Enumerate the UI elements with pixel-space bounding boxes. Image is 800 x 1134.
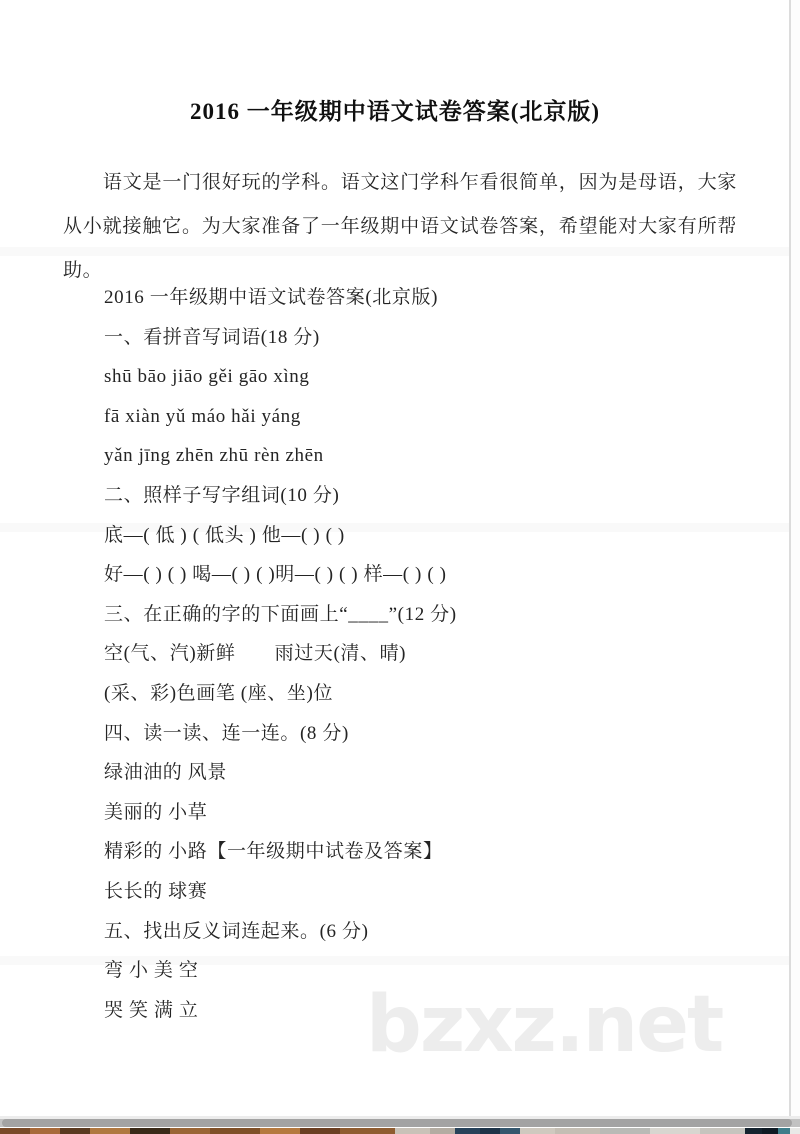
doc-line-pinyin: yǎn jīng zhēn zhū rèn zhēn: [104, 445, 324, 467]
doc-line: 底—( 低 ) ( 低头 ) 他—( ) ( ): [104, 524, 345, 546]
doc-line-section-3: 三、在正确的字的下面画上“____”(12 分): [104, 603, 457, 625]
doc-line: (采、彩)色画笔 (座、坐)位: [104, 682, 334, 704]
document-body: [104, 278, 754, 1030]
doc-line-pinyin: fā xiàn yǔ máo hǎi yáng: [104, 405, 301, 427]
doc-line: 长长的 球赛: [104, 880, 208, 902]
document-title: 2016 一年级期中语文试卷答案(北京版): [189, 99, 601, 124]
doc-line-section-1: 一、看拼音写词语(18 分): [104, 326, 320, 348]
doc-line-subtitle: 2016 一年级期中语文试卷答案(北京版): [104, 287, 439, 308]
doc-line: 弯 小 美 空: [104, 960, 199, 982]
doc-line: 好—( ) ( ) 喝—( ) ( )明—( ) ( ) 样—( ) ( ): [104, 564, 447, 586]
doc-line: 美丽的 小草: [104, 801, 208, 823]
doc-line-section-4: 四、读一读、连一连。(8 分): [104, 722, 349, 744]
doc-line: 哭 笑 满 立: [104, 999, 199, 1021]
site-watermark: bzxz.net: [366, 980, 723, 1070]
doc-line: 空(气、汽)新鲜 雨过天(清、晴): [104, 643, 407, 665]
doc-line-pinyin: shū bāo jiāo gěi gāo xìng: [104, 366, 310, 388]
intro-paragraph: 语文是一门很好玩的学科。语文这门学科乍看很简单，因为是母语，大家从小就接触它。为大家准备了一年级期中语文试卷答案，希望能对大家有所帮助。: [63, 172, 737, 281]
doc-line-section-5: 五、找出反义词连起来。(6 分): [104, 920, 369, 942]
doc-line-section-2: 二、照样子写字组词(10 分): [104, 484, 340, 506]
doc-line: 绿油油的 风景: [104, 762, 227, 784]
doc-line: 精彩的 小路【一年级期中试卷及答案】: [104, 841, 443, 863]
